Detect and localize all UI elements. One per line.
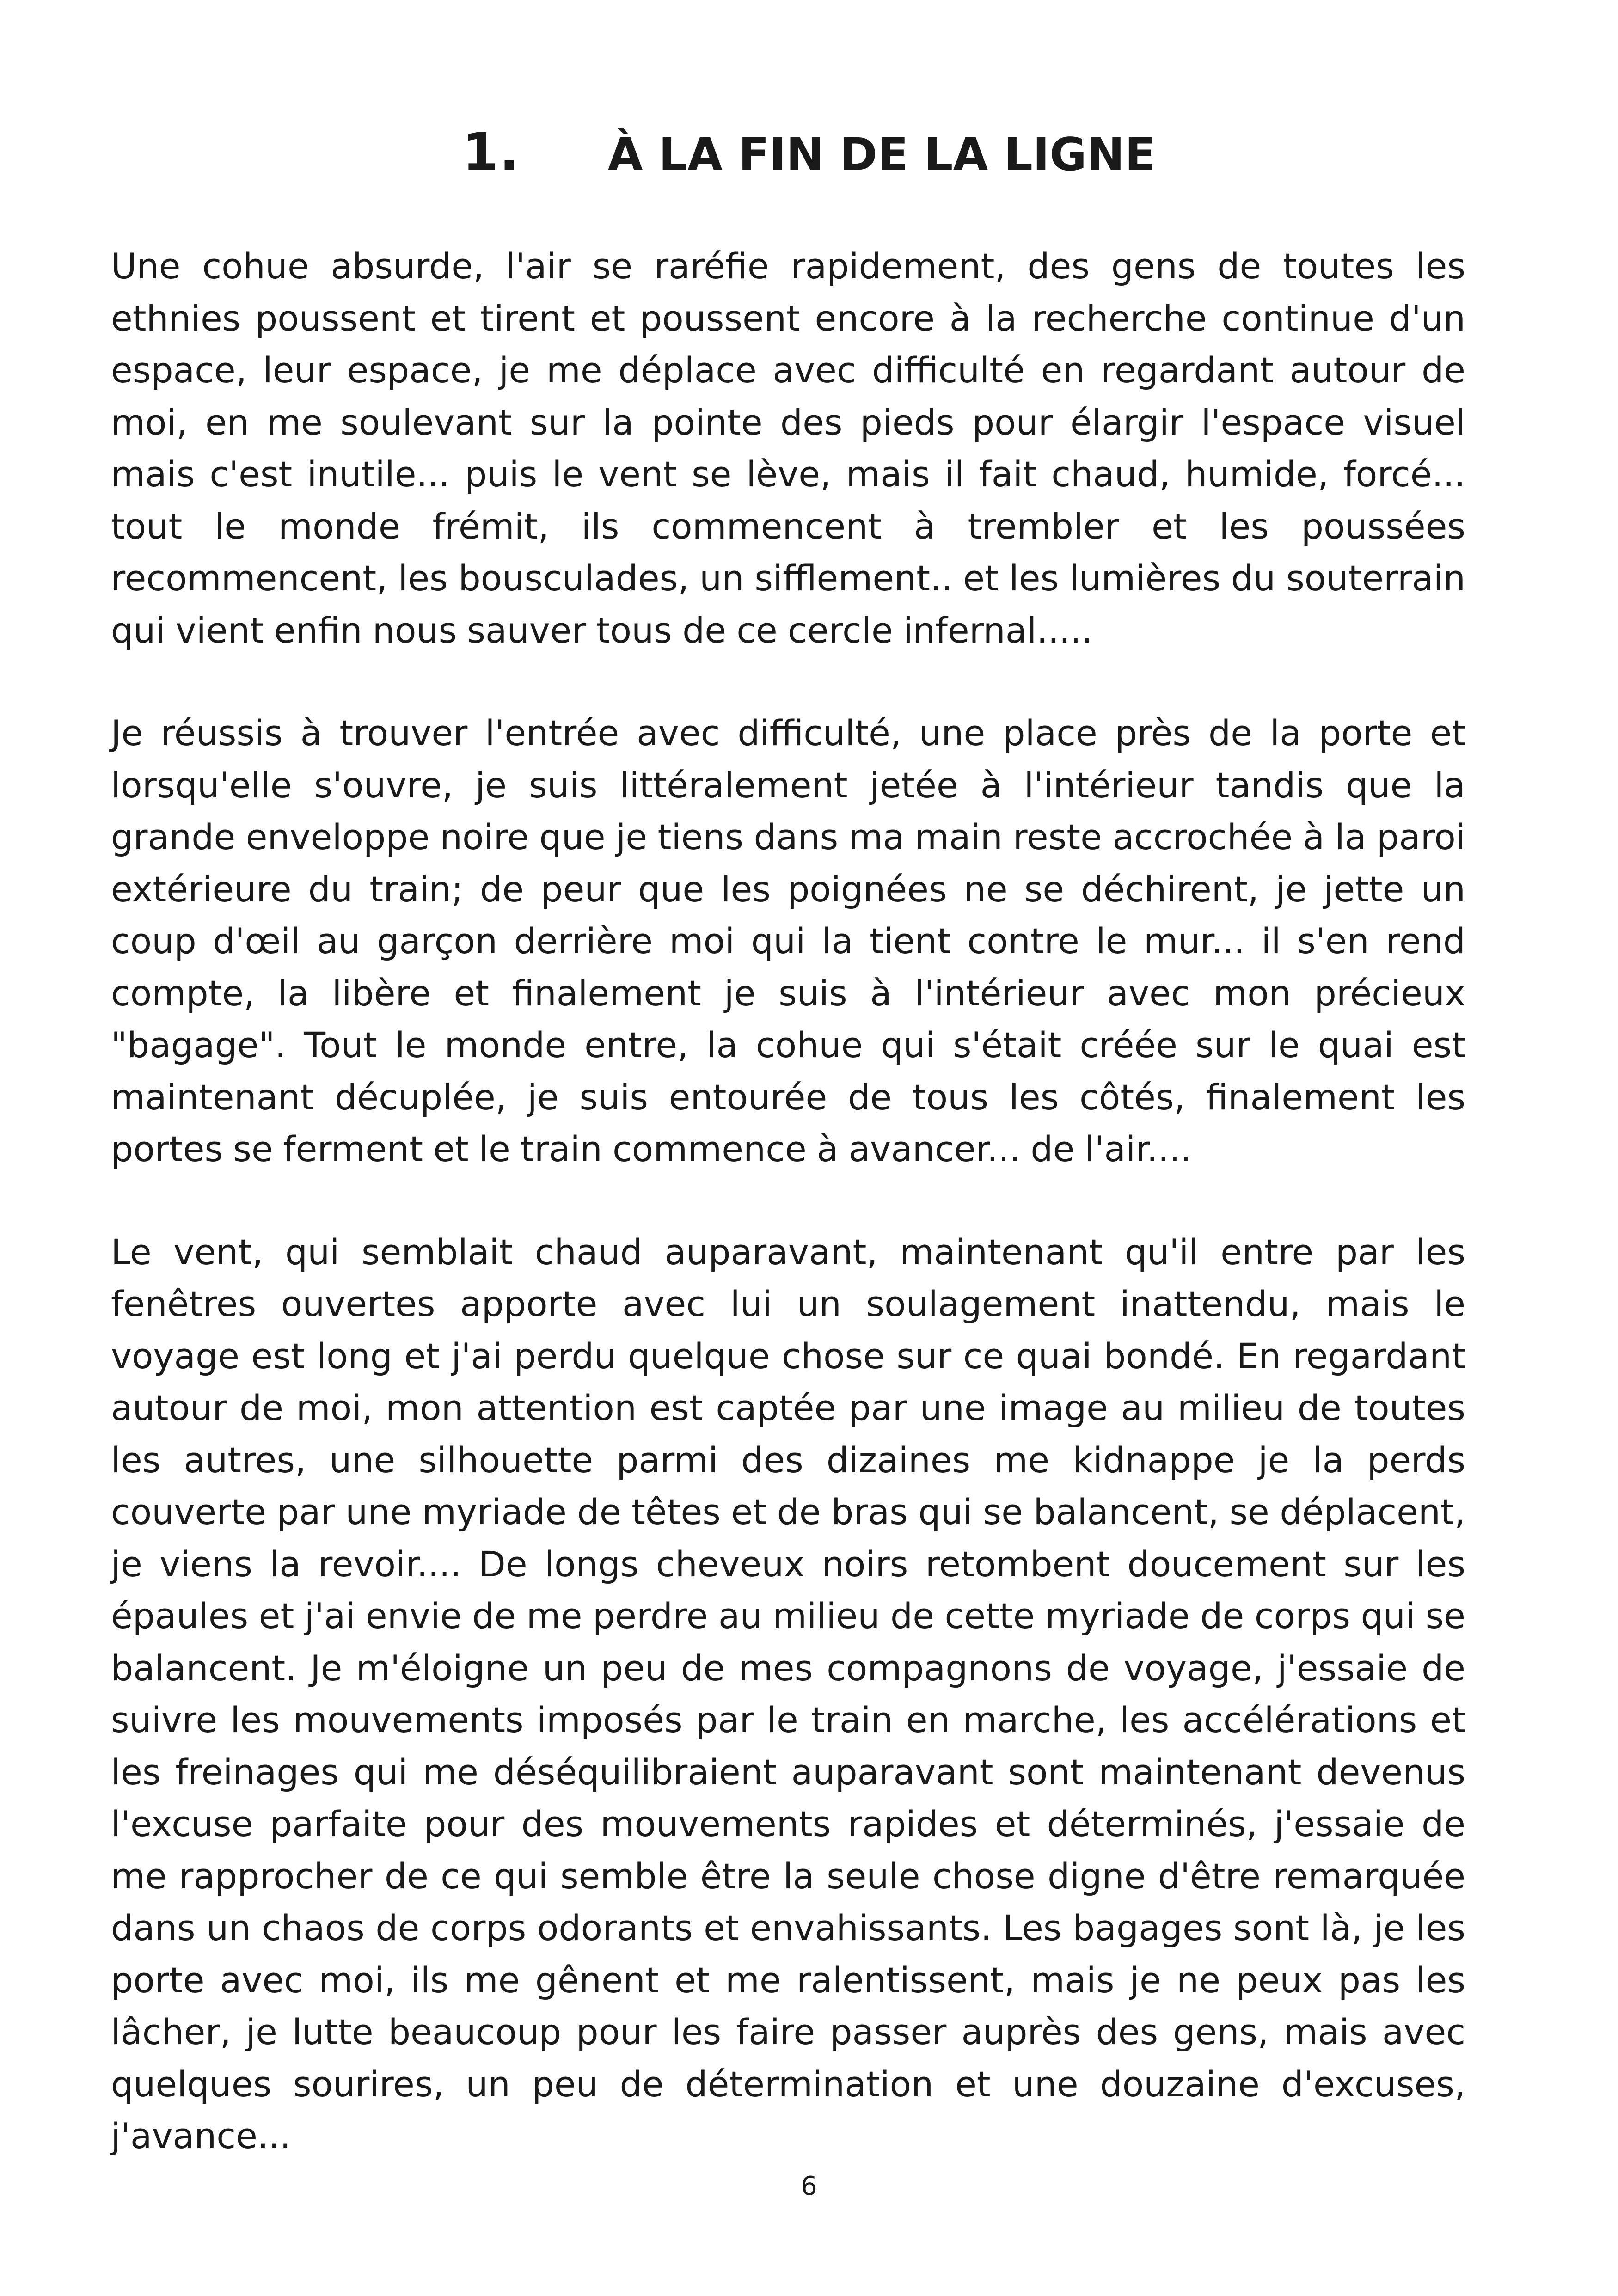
chapter-heading xyxy=(0,116,1618,190)
paragraph-2: Je réussis à trouver l'entrée avec difficulté, une place près de la porte et lorsqu'elle s'ouvre, je suis littéralement jetée à l'intérieur tandis que la grande enveloppe noire que je tiens dans ma main reste accrochée à la paroi extérieure du train; de peur que les poignées ne se déchirent, je jette un coup d'œil au garçon derrière moi qui la tient contre le mur... il s'en rend compte, la libère et finalement je suis à l'intérieur avec mon précieux "bagage". Tout le monde entre, la cohue qui s'était créée sur le quai est maintenant décuplée, je suis entourée de tous les côtés, finalement les portes se ferment et le train commence à avancer... de l'air.... xyxy=(111,712,1465,1169)
chapter-number: 1. xyxy=(462,122,520,183)
paragraph-1: Une cohue absurde, l'air se raréfie rapidement, des gens de toutes les ethnies poussent et tirent et poussent encore à la recherche continue d'un espace, leur espace, je me déplace avec difficulté en regardant autour de moi, en me soulevant sur la pointe des pieds pour élargir l'espace visuel mais c'est inutile... puis le vent se lève, mais il fait chaud, humide, forcé... tout le monde frémit, ils commencent à trembler et les poussées recommencent, les bousculades, un sifflement.. et les lumières du souterrain qui vient enfin nous sauver tous de ce cercle infernal..... xyxy=(111,245,1465,651)
paragraph-3: Le vent, qui semblait chaud auparavant, maintenant qu'il entre par les fenêtres ouvertes apporte avec lui un soulagement inattendu, mais le voyage est long et j'ai perdu quelque chose sur ce quai bondé. En regardant autour de moi, mon attention est captée par une image au milieu de toutes les autres, une silhouette parmi des dizaines me kidnappe je la perds couverte par une myriade de têtes et de bras qui se balancent, se déplacent, je viens la revoir.... De longs cheveux noirs retombent doucement sur les épaules et j'ai envie de me perdre au milieu de cette myriade de corps qui se balancent. Je m'éloigne un peu de mes compagnons de voyage, j'essaie de suivre les mouvements imposés par le train en marche, les accélérations et les freinages qui me déséquilibraient auparavant sont maintenant devenus l'excuse parfaite pour des mouvements rapides et déterminés, j'essaie de me rapprocher de ce qui semble être la seule chose digne d'être remarquée dans un chaos de corps odorants et envahissants. Les bagages sont là, je les porte avec moi, ils me gênent et me ralentissent, mais je ne peux pas les lâcher, je lutte beaucoup pour les faire passer auprès des gens, mais avec quelques sourires, un peu de détermination et une douzaine d'excuses, j'avance... xyxy=(111,1231,1465,2156)
chapter-title: À LA FIN DE LA LIGNE xyxy=(607,129,1156,181)
chapter-body xyxy=(111,240,1465,2213)
page-number: 6 xyxy=(801,2171,817,2201)
